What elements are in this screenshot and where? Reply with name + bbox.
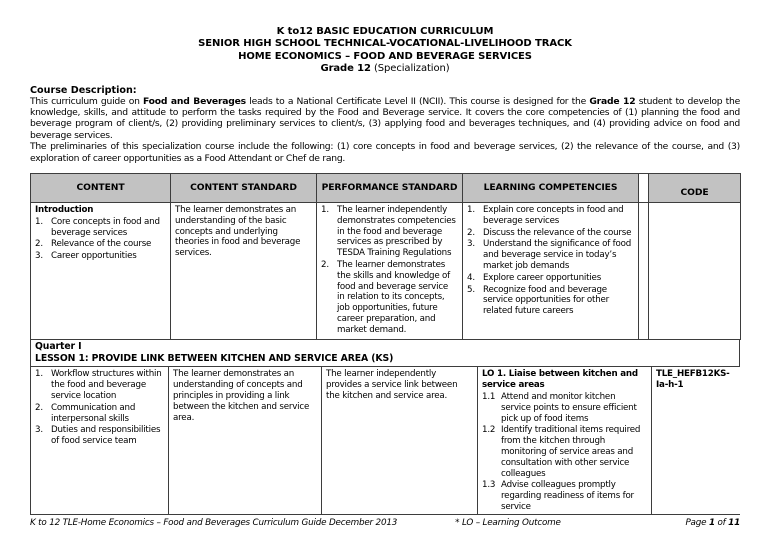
list-item-text: Core concepts in food and beverage services [51, 216, 160, 238]
list-item [35, 369, 164, 401]
desc-p1-bold-grade-12: Grade 12 [589, 95, 636, 107]
list-item-number: 3. [35, 251, 43, 262]
title-line-track: SENIOR HIGH SCHOOL TECHNICAL-VOCATIONAL-LIVELIHOOD TRACK [198, 38, 572, 50]
cell-intro-performance-standard [317, 203, 463, 340]
list-item-text: Discuss the relevance of the course [483, 227, 632, 238]
footer-legend: * LO – Learning Outcome [455, 518, 561, 529]
grade-bold: Grade 12 [320, 63, 371, 75]
row-gap-spacer [639, 203, 649, 340]
quarter-label: Quarter I [35, 341, 82, 353]
list-item-text: Workflow structures within the food and beverage service location [51, 369, 162, 402]
list-item [35, 425, 164, 447]
desc-p1-bold-food-and-beverages: Food and Beverages [142, 95, 246, 107]
document-title-block [30, 26, 740, 76]
list-item-text: Recognize food and beverage service opportunities for other related future careers [483, 284, 610, 317]
list-item [482, 425, 647, 479]
footer-page-current: 1 [708, 518, 715, 529]
cell-lesson-code [652, 367, 741, 516]
list-item [467, 228, 634, 239]
list-item-text: Attend and monitor kitchen service points to ensure efficient pick up of food items [501, 392, 637, 424]
table-row-introduction [31, 203, 741, 340]
footer-page-total: 11 [728, 518, 740, 529]
list-item-text: Understand the significance of food and beverage service in today’s market job demands [483, 239, 632, 272]
column-header-content: CONTENT [31, 174, 171, 203]
list-item-number: 4. [467, 272, 475, 283]
list-item-text: Career opportunities [51, 251, 137, 262]
list-item-number: 1. [35, 369, 43, 380]
footer-page-label: Page [685, 518, 709, 529]
intro-title: Introduction [35, 205, 94, 216]
desc-p1-a: This curriculum guide on [30, 95, 143, 107]
footer-page-number [685, 518, 740, 528]
column-header-learning-competencies: LEARNING COMPETENCIES [463, 174, 639, 203]
cell-lesson-learning-competencies [478, 367, 652, 516]
code-value: TLE_HEFB12KS-Ia-h-1 [656, 369, 730, 391]
lesson-title: LESSON 1: PROVIDE LINK BETWEEN KITCHEN AND SERVICE AREA (KS) [35, 353, 394, 365]
grade-specialization: (Specialization) [370, 63, 450, 75]
list-item-number: 2. [35, 239, 43, 250]
list-item [321, 205, 458, 259]
list-item [467, 285, 634, 317]
list-item-number: 1.1 [482, 392, 496, 403]
list-item-text: Explore career opportunities [483, 272, 602, 283]
list-item-number: 2. [321, 260, 329, 271]
list-item-number: 1. [467, 205, 475, 216]
cell-intro-content [31, 203, 171, 340]
list-item-text [501, 514, 647, 516]
list-item [35, 403, 164, 425]
learning-outcome-heading: LO 1. Liaise between kitchen and service areas [482, 369, 638, 391]
list-item [35, 251, 166, 262]
list-item-number: 2. [35, 402, 43, 413]
list-item-number: 1. [321, 205, 329, 216]
cell-intro-learning-competencies [463, 203, 639, 340]
list-item [35, 217, 166, 239]
list-item-text: The learner independently demonstrates competencies in the food and beverage services as prescribed by TESDA Training Regulations [337, 205, 456, 259]
page-footer [30, 518, 740, 528]
column-header-code: CODE [649, 174, 741, 203]
header-gap-spacer [639, 174, 649, 203]
list-item-number: 1. [35, 216, 43, 227]
column-header-content-standard: CONTENT STANDARD [171, 174, 317, 203]
list-item-text: Advise colleagues promptly regarding readiness of items for service [501, 480, 634, 513]
course-description-paragraph-1 [30, 96, 740, 142]
list-item-text: The learner demonstrates the skills and knowledge of food and beverage service in relation to its concepts, job opportunities, future career preparation, and market demand. [337, 260, 451, 335]
title-line-grade [30, 63, 740, 75]
footer-of-label: of [714, 518, 729, 529]
cell-lesson-performance-standard: The learner independently provides a service link between the kitchen and service area. [322, 367, 478, 516]
cell-intro-code [649, 203, 741, 340]
list-item-text: Relevance of the course [51, 239, 152, 250]
curriculum-table-intro [30, 173, 741, 340]
table-header-row [31, 174, 741, 203]
list-item [467, 239, 634, 271]
list-item-number: 3. [467, 239, 475, 250]
quarter-lesson-banner [30, 339, 740, 367]
footer-document-title: K to 12 TLE-Home Economics – Food and Beverages Curriculum Guide December 2013 [30, 518, 398, 529]
list-item [467, 273, 634, 284]
cell-lesson-content-standard: The learner demonstrates an understanding of concepts and principles in providing a link between the kitchen and service area. [169, 367, 322, 516]
list-item-text: Communication and interpersonal skills [51, 402, 136, 424]
curriculum-table-lesson1 [30, 366, 740, 515]
list-item-text: Identify traditional items required from the kitchen through monitoring of service areas and consultation with other service colleagues [501, 425, 641, 479]
list-item [467, 205, 634, 227]
list-item-number: 1.2 [482, 425, 496, 436]
list-item [482, 514, 647, 516]
list-item-number: 2. [467, 227, 475, 238]
list-item-text: Duties and responsibilities of food service team [51, 425, 161, 447]
title-line-curriculum: K to12 BASIC EDUCATION CURRICULUM [276, 26, 494, 37]
list-item-number: 3. [35, 425, 43, 436]
list-item-number: 1.3 [482, 480, 496, 491]
title-line-subject: HOME ECONOMICS – FOOD AND BEVERAGE SERVICES [238, 50, 532, 62]
desc-p1-e: student to develop the knowledge, skills, and attitude to perform the tasks required by the Food and Beverage service. It covers the core competencies of (1) planning the food and beverage program of client/s, (2) providing preliminary services to client/s, (3) applying food and beverages techniques, and (4) providing advice on food and beverage services. [30, 95, 740, 141]
table-row-lesson1 [31, 367, 741, 516]
list-item-number: 5. [467, 284, 475, 295]
desc-p1-c: leads to a National Certificate Level II (NCII). This course is designed for the [245, 95, 590, 107]
list-item-text: Explain core concepts in food and beverage services [483, 205, 624, 226]
cell-lesson-content [31, 367, 169, 516]
list-item [321, 260, 458, 336]
course-description-paragraph-2: The preliminaries of this specialization course include the following: (1) core concepts in food and beverage services, (2) the relevance of the course, and (3) exploration of career opportunities as a Food Attendant or Chef de rang. [30, 141, 740, 164]
list-item [482, 392, 647, 424]
lesson-table-clip-region [30, 366, 740, 515]
list-item [482, 480, 647, 512]
course-description-heading: Course Description: [30, 84, 137, 96]
cell-intro-content-standard: The learner demonstrates an understanding of the basic concepts and underlying theories in food and beverage services. [171, 203, 317, 340]
column-header-performance-standard: PERFORMANCE STANDARD [317, 174, 463, 203]
list-item-number [482, 514, 501, 516]
list-item [35, 239, 166, 250]
